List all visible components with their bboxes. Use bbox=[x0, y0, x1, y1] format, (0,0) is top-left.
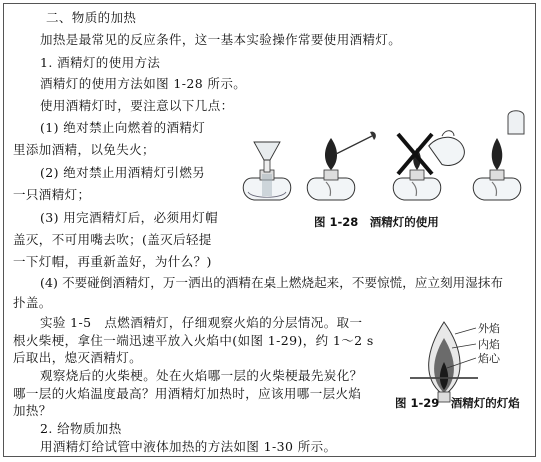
point-1-line-2: 里添加酒精，以免失火； bbox=[13, 142, 155, 157]
lamp-lighting-match bbox=[307, 132, 376, 200]
figure-1-29-caption: 图 1-29 酒精灯的灯焰 bbox=[395, 396, 520, 410]
lamp-cap-icon bbox=[505, 106, 527, 136]
subsection-1-note: 使用酒精灯时，要注意以下几点： bbox=[40, 98, 234, 113]
observe-line-2: 哪一层的火焰温度最高？用酒精灯加热时，应该用哪一层火焰 bbox=[13, 386, 362, 401]
experiment-line-2: 根火柴梗，拿住一端迅速平放入火焰中(如图 1-29)，约 1～2 s bbox=[13, 333, 374, 348]
observe-line-1: 观察烧后的火柴梗。处在火焰哪一层的火柴梗最先炭化？ bbox=[40, 368, 363, 383]
experiment-line-1: 实验 1-5 点燃酒精灯，仔细观察火焰的分层情况。取一 bbox=[40, 315, 363, 330]
point-4-line-2: 扑盖。 bbox=[13, 295, 52, 310]
point-3-line-3: 一下灯帽，再重新盖好，为什么？) bbox=[13, 254, 212, 269]
flame-label-inner: 内焰 bbox=[478, 338, 500, 351]
section-title: 二、物质的加热 bbox=[46, 10, 137, 25]
subsection-1-ref: 酒精灯的使用方法如图 1-28 所示。 bbox=[40, 76, 247, 91]
point-3-line-1: (3) 用完酒精灯后，必须用灯帽 bbox=[40, 210, 219, 225]
experiment-line-3: 后取出，熄灭酒精灯。 bbox=[13, 350, 143, 365]
point-3-line-2: 盖灭，不可用嘴去吹；(盖灭后轻提 bbox=[13, 232, 212, 247]
flame-label-core: 焰心 bbox=[478, 352, 500, 365]
observe-line-3: 加热？ bbox=[13, 403, 52, 418]
figure-1-28-caption: 图 1-28 酒精灯的使用 bbox=[314, 215, 439, 229]
subsection-1-title: 1. 酒精灯的使用方法 bbox=[40, 55, 161, 70]
point-1-line-1: (1) 绝对禁止向燃着的酒精灯 bbox=[40, 120, 206, 135]
figure-1-28-lamps bbox=[232, 100, 532, 210]
intro-paragraph: 加热是最常见的反应条件，这一基本实验操作常要使用酒精灯。 bbox=[40, 32, 402, 47]
subsection-2-title: 2. 给物质加热 bbox=[40, 421, 122, 436]
subsection-2-text: 用酒精灯给试管中液体加热的方法如图 1-30 所示。 bbox=[40, 439, 337, 454]
flame-label-outer: 外焰 bbox=[478, 322, 500, 335]
lamp-adding-alcohol bbox=[243, 142, 291, 200]
point-2-line-2: 一只酒精灯； bbox=[13, 187, 91, 202]
figure-1-29-flame bbox=[400, 316, 520, 406]
lamp-burning bbox=[473, 138, 521, 200]
point-2-line-1: (2) 绝对禁止用酒精灯引燃另 bbox=[40, 165, 206, 180]
lamp-forbidden-lighting bbox=[393, 131, 468, 200]
point-4-line-1: (4) 不要碰倒酒精灯，万一洒出的酒精在桌上燃烧起来，不要惊慌，应立刻用湿抹布 bbox=[40, 275, 504, 290]
